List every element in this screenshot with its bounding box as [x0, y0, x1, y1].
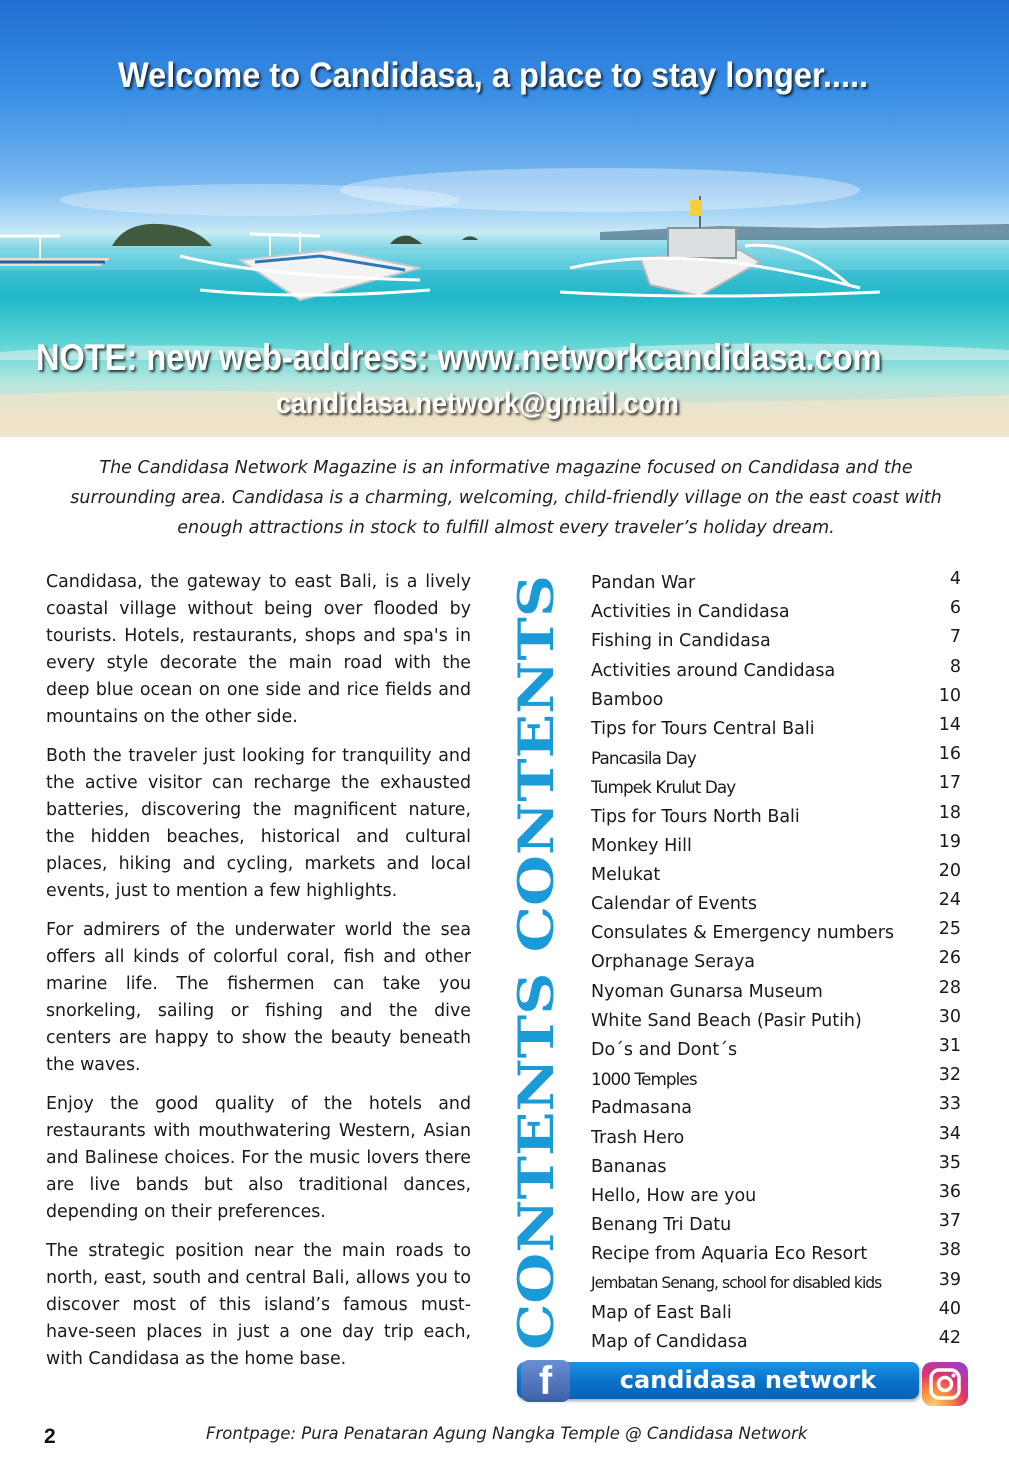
toc-entry-page: 14 [938, 714, 961, 735]
toc-entry[interactable] [591, 1153, 975, 1182]
toc-entry-title: Nyoman Gunarsa Museum [591, 981, 823, 1002]
toc-entry-page: 31 [938, 1036, 961, 1056]
toc-entry-title: Activities around Candidasa [591, 660, 836, 681]
toc-entry-page: 32 [938, 1065, 961, 1086]
toc-entry-page: 34 [938, 1123, 961, 1144]
contact-email: candidasa.network@gmail.com [276, 387, 679, 420]
toc-entry-page: 20 [938, 860, 961, 881]
toc-entry-title: Jembatan Senang, school for disabled kids [591, 1273, 882, 1292]
instagram-glyph [922, 1362, 968, 1406]
toc-entry-title: Padmasana [591, 1098, 693, 1119]
toc-entry-title: Tips for Tours North Bali [591, 806, 800, 827]
toc-entry-title: White Sand Beach (Pasir Putih) [591, 1010, 862, 1031]
toc-entry-title: Trash Hero [591, 1127, 685, 1148]
hero-photo [0, 0, 1009, 437]
contents-vertical-title [507, 560, 565, 1360]
body-paragraph: The strategic position near the main roads to north, east, south and central Bali, allows you to discover most of this island’s famous must-have-seen places in just a one day trip each, with Candidasa as the home base. [46, 1241, 471, 1369]
article-body [46, 569, 471, 1385]
body-paragraph: For admirers of the underwater world the sea offers all kinds of colorful coral, fish and other marine life. The fishermen can take you snorkeling, sailing or fishing and the dive centers are happy to show the beauty beneath the waves. [46, 920, 471, 1075]
toc-entry-page: 28 [938, 977, 961, 998]
toc-entry-page: 35 [938, 1152, 961, 1173]
toc-entry[interactable] [591, 773, 975, 802]
toc-entry[interactable] [591, 919, 975, 948]
toc-entry[interactable] [591, 1328, 975, 1357]
toc-entry-title: Activities in Candidasa [591, 602, 790, 623]
page-number: 2 [44, 1425, 56, 1448]
toc-entry-title: Pandan War [591, 573, 696, 593]
toc-entry[interactable] [591, 1036, 975, 1065]
toc-entry[interactable] [591, 1211, 975, 1240]
toc-entry[interactable] [591, 803, 975, 832]
toc-entry-title: Bananas [591, 1156, 667, 1177]
toc-entry[interactable] [591, 1065, 975, 1094]
toc-entry-page: 18 [938, 802, 961, 823]
toc-entry[interactable] [591, 1270, 975, 1299]
toc-entry-page: 38 [938, 1240, 961, 1261]
toc-entry-page: 4 [949, 569, 961, 589]
toc-entry-title: Map of Candidasa [591, 1331, 748, 1352]
toc-entry[interactable] [591, 1007, 975, 1036]
toc-entry-page: 37 [938, 1211, 961, 1232]
toc-entry-title: Bamboo [591, 689, 664, 710]
toc-entry-page: 24 [938, 890, 961, 911]
toc-entry-title: Melukat [591, 864, 661, 885]
toc-entry-page: 30 [938, 1006, 961, 1027]
toc-entry-page: 17 [938, 773, 961, 794]
toc-entry-title: Tips for Tours Central Bali [591, 718, 815, 739]
contents-vertical-text: CONTENTS CONTENTS [507, 699, 565, 1350]
toc-entry-title: Pancasila Day [591, 748, 696, 769]
toc-entry[interactable] [591, 686, 975, 715]
toc-entry-page: 25 [938, 919, 961, 940]
toc-entry-title: Hello, How are you [591, 1185, 757, 1206]
toc-entry[interactable] [591, 627, 975, 656]
toc-entry-page: 26 [938, 948, 961, 969]
toc-entry-title: Benang Tri Datu [591, 1215, 732, 1236]
facebook-icon[interactable] [521, 1360, 570, 1402]
toc-entry[interactable] [591, 598, 975, 627]
table-of-contents [591, 569, 975, 1357]
intro-text: The Candidasa Network Magazine is an informative magazine focused on Candidasa and the surrounding area. Candidasa is a charming, welcoming, child-friendly village on the east coast with enough attractions in stock to fulfill almost every traveler’s holiday dream. [70, 458, 942, 538]
toc-entry[interactable] [591, 569, 975, 598]
toc-entry-title: 1000 Temples [591, 1069, 697, 1090]
toc-entry-page: 19 [938, 831, 961, 852]
toc-entry[interactable] [591, 890, 975, 919]
body-paragraph: Candidasa, the gateway to east Bali, is a lively coastal village without being over flooded by tourists. Hotels, restaurants, shops and spa's in every style decorate the main road with the deep blue ocean on one side and rice fields and mountains on the other side. [46, 572, 471, 727]
social-handle[interactable]: candidasa network [619, 1366, 877, 1394]
toc-entry[interactable] [591, 832, 975, 861]
toc-entry[interactable] [591, 715, 975, 744]
toc-entry-title: Orphanage Seraya [591, 952, 756, 973]
toc-entry[interactable] [591, 1124, 975, 1153]
toc-entry[interactable] [591, 1094, 975, 1123]
toc-entry[interactable] [591, 1299, 975, 1328]
hero-title: Welcome to Candidasa, a place to stay longer..... [118, 56, 869, 95]
instagram-icon[interactable] [922, 1362, 968, 1406]
toc-entry-title: Consulates & Emergency numbers [591, 923, 895, 944]
toc-entry-title: Tumpek Krulut Day [591, 777, 736, 798]
toc-entry-page: 36 [938, 1181, 961, 1202]
toc-entry[interactable] [591, 744, 975, 773]
body-paragraph: Both the traveler just looking for tranquility and the active visitor can recharge the exhausted batteries, discovering the magnificent nature, the hidden beaches, historical and cultural places, hiking and cycling, markets and local events, just to mention a few highlights. [46, 746, 471, 901]
toc-entry-title: Fishing in Candidasa [591, 631, 771, 652]
contents-vertical-svg [507, 560, 565, 1360]
toc-entry-page: 7 [949, 627, 961, 648]
front-page-caption: Frontpage: Pura Penataran Agung Nangka Temple @ Candidasa Network [206, 1424, 808, 1443]
body-paragraph: Enjoy the good quality of the hotels and restaurants with mouthwatering Western, Asian and Balinese choices. For the music lovers there are live bands but also traditional dances, depending on their preferences. [46, 1094, 471, 1222]
toc-entry[interactable] [591, 861, 975, 890]
toc-entry[interactable] [591, 657, 975, 686]
toc-entry-page: 16 [938, 744, 961, 765]
toc-entry[interactable] [591, 948, 975, 977]
toc-entry[interactable] [591, 1240, 975, 1269]
toc-entry-title: Do´s and Dont´s [591, 1040, 738, 1060]
web-address-note: NOTE: new web-address: www.networkcandidasa.com [36, 337, 882, 378]
toc-entry-page: 40 [938, 1298, 961, 1319]
toc-entry-title: Monkey Hill [591, 835, 692, 856]
toc-entry-page: 8 [949, 656, 961, 677]
facebook-f-glyph: f [538, 1359, 553, 1403]
toc-entry[interactable] [591, 1182, 975, 1211]
toc-entry-page: 6 [949, 598, 961, 619]
toc-entry[interactable] [591, 978, 975, 1007]
toc-entry-title: Calendar of Events [591, 894, 757, 915]
toc-entry-page: 33 [938, 1094, 961, 1115]
toc-entry-page: 10 [938, 685, 961, 706]
toc-entry-page: 39 [938, 1269, 961, 1290]
toc-entry-page: 42 [938, 1327, 961, 1348]
toc-entry-title: Recipe from Aquaria Eco Resort [591, 1244, 868, 1265]
toc-entry-title: Map of East Bali [591, 1302, 732, 1323]
